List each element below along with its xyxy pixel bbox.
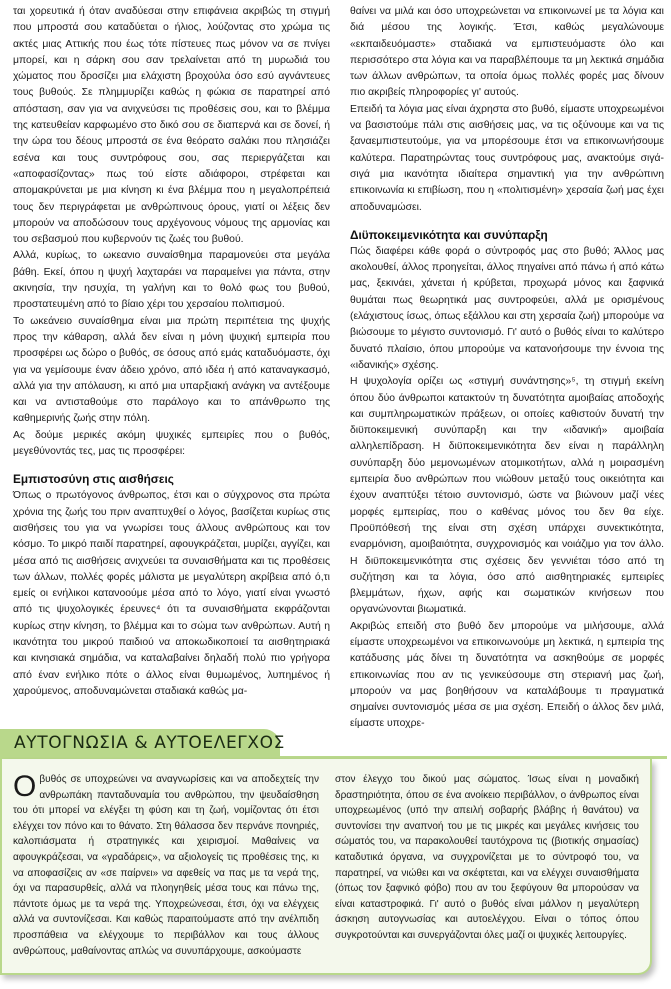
sidebar-title: ΑΥΤΟΓΝΩΣΙΑ & ΑΥΤΟΕΛΕΓΧΟΣ bbox=[14, 733, 285, 753]
paragraph: Ας δούμε μερικές ακόμη ψυχικές εμπειρίες που ο βυθός, μεγεθύνοντάς τες, μας τις προσφέρει: bbox=[13, 429, 330, 458]
paragraph: Όπως ο πρωτόγονος άνθρωπος, έτσι και ο σύγχρονος στα πρώτα χρόνια της ζωής του πριν αναπτυχθεί ο λόγος, βασίζεται κυρίως στις αισθήσεις του για να γνωρίσει τους άλλους ανθρώπους και τον κόσμο. Το μικρό παιδί παρατηρεί, αφουγκράζεται, μυρίζει, αγγίζει, και μέσα από τις αισθήσεις ανιχνεύει τα συναισθήματα και τις προθέσεις των άλλων, πολλές φορές μάλιστα με μεγαλύτερη ακρίβεια από ό,τι εμείς οι ενήλικοι κατανοούμε μέσα από το λόγο, γιατί είναι γνωστό από τις ψυχολογικές έρευνες⁴ ότι τα συναισθήματα εκφράζονται κυρίως στην κίνηση, το βλέμμα και το σώμα των ανθρώπων. Αυτή η ικανότητα του μικρού παιδιού να αποκωδικοποιεί τα αισθητηριακά και κινησιακά σημάδια, να καταλαβαίνει δηλαδή πολύ πιο γρήγορα από έναν ενήλικο πότε ο άλλος είναι θυμωμένος, λυπημένος ή χαρούμενος, αποδυναμώνεται σταδιακά καθώς μα- bbox=[13, 490, 330, 697]
paragraph-text: βυθός σε υποχρεώνει να αναγνωρίσεις και να αποδεχτείς την ανθρωπάκη πανταδυναμία του ανθρώπου, την ψευδαίσθηση του ότι μπορεί να ελέγξει τη φύση και τη ζωή, νομίζοντας ότι έτσι ελέγχει τον πόνο και το θάνατο. Στη θάλασσα δεν περνάνε πονηριές, καλοπιάσματα ή στρατηγικές και χειρισμοί. Μαθαίνεις να αφουγκράζεσαι, να «γραδάρεις», να αξιολογείς τις προθέσεις της, κι να αποφασίζεις αν «σε παίρνει» να αφεθείς να πας με τα νερά της, όχι να παρασυρθείς, αλλά να πλοηγηθείς μέσα τους και πάνω της, πάντοτε όμως με τα νερά της. Υποχρεώνεσαι, έτσι, όχι να ελέγχεις αλλά να συντονίζεσαι. Και καθώς παραιτούμαστε από την ανέλπιδη προσπάθεια να ελέγχουμε το περιβάλλον και τους άλλους ανθρώπους, μαθαίνοντας απλώς να συνυπάρχουμε, ασκούμαστε bbox=[13, 774, 319, 957]
paragraph: στον έλεγχο του δικού μας σώματος. Ίσως είναι η μοναδική δραστηριότητα, όπου σε ένα ανοίκειο περιβάλλον, ο άνθρωπος είναι υποχρεωμένος (υπό την απειλή σοβαρής βλάβης ή θανάτου) να συντονίσει την αναπνοή του με τις μικρές και μεγάλες κινήσεις του σώματός του, να παρακολουθεί ταυτόχρονα τις (βιοτικής σημασίας) καταδυτικά όργανα, να συγχρονίζεται με το σύντροφό του, να παρατηρεί, να νιώθει και να σκέφτεται, και να ελέγχει συναισθήματα (όπως τον ξαφνικό φόβο) που αν του ξεφύγουν θα μπορούσαν να είναι καταστροφικά. Γι' αυτό ο βυθός είναι μάλλον η μεγαλύτερη άσκηση αυτογνωσίας και αυτοελέγχου. Είναι ο τόπος όπου συγκροτούνται και συνεργάζονται όλες μαζί οι ψυχικές λειτουργίες. bbox=[335, 774, 639, 941]
sidebar-right-column bbox=[335, 772, 639, 944]
paragraph: θαίνει να μιλά και όσο υποχρεώνεται να επικοινωνεί με τα λόγια και διά μέσου της λογικής. Έτσι, καθώς μεγαλώνουμε «εκπαιδευόμαστε» σταδιακά να εμπιστευόμαστε όλο και περισσότερο στα λόγια και να παραβλέπουμε τα μη λεκτικά σημάδια των άλλων ανθρώπων, τα οποία όμως πολλές φορές μας δίνουν πιο ακριβείς πληροφορίες γι' αυτούς. bbox=[350, 6, 664, 99]
paragraph: Η ψυχολογία ορίζει ως «στιγμή συνάντησης»⁵, τη στιγμή εκείνη όπου δύο άνθρωποι κατακτούν τη δυνατότητα αμοιβαίας αποδοχής και συμπληρωματικών πράξεων, οι οποίες καθιστούν δυνατή την διϋποκειμενική συνύπαρξη και την «ιδανική» αμοιβαία αλληλεπίδραση. Η διϋποκειμενικότητα δεν είναι η παράλληλη συνύπαρξη δύο μεμονωμένων ατομικοτήτων, αλλά η μοιρασμένη εμπειρία δυο ανθρώπων που νιώθουν μεταξύ τους οικειότητα και έχουν αναπτύξει τέτοιο συντονισμό, ώστε να βιώνουν μαζί νέες μορφές εμπειρίας, που ο καθένας μόνος του δεν θα είχε. Προϋπόθεσή της είναι στη σχέση υπάρχει συνεκτικότητα, εναρμόνιση, αμοιβαιότητα, συγχρονισμός και νοιάζιμο για τον άλλο. Η διϋποκειμενικότητα στις σχέσεις δεν γεννιέται τόσο από τη συζήτηση και τα λόγια, όσο από αισθητηριακές εμπειρίες βλεμμάτων, ήχων, αφής και σωματικών κινήσεων που οργανώνονται βιωματικά. bbox=[350, 376, 664, 616]
paragraph: ται χορευτικά ή όταν αναδύεσαι στην επιφάνεια ακριβώς τη στιγμή που μπροστά σου καταδύεται ο ήλιος, λούζοντας στο χρώμα τις ακτές μιας Αττικής που έως τότε πίστευες πως μόνον να σε πνίγει μπορεί, και η σάρκη σου σαν τρελαίνεται από τη μυρωδιά του χώματος που δροσίζει μια ελάχιστη βροχούλα όσο εσύ αγνάντευες τους βυθούς. Σε πλημμυρίζει καθώς η φώκια σε παρατηρεί από απόσταση, σαν για να ανιχνεύσει τις προθέσεις σου, και το βλέμμα της κατευθείαν καρφωμένο στο δικό σου σε διαπερνά και σε δονεί, ή την ώρα του δέους μπροστά σε ένα θεόρατο σαλάκι που πλησιάζει εσένα και τους συντρόφους σου, σας περιεργάζεται και «αποφασίζοντας» πως τού είστε αδιάφοροι, στρέφεται και απομακρύνεται με μια κίνηση κι ένα βλέμμα που η μεγαλοπρέπειά τους δεν περιγράφεται με ανθρώπινους όρους, γιατί οι λέξεις δεν μπορούν να αποδώσουν τους αρχέγονους νόμους της αρμονίας και του σεβασμού που κυβερνούν τις ζωές του βυθού. bbox=[13, 6, 330, 246]
paragraph: Το ωκεάνειο συναίσθημα είναι μια πρώτη περιπέτεια της ψυχής προς την κάθαρση, αλλά δεν είναι η μόνη ψυχική εμπειρία που προσφέρει ως δώρο ο βυθός, σε όσους από εμάς καταδυόμαστε, όχι για να γεμίσουμε έναν άδειο χρόνο, από ιδέα ή από καταναγκασμό, αλλά για την απόλαυση, κι από μια υπαρξιακή ανάγκη να αντέξουμε και να αντισταθούμε στο παράλογο και το απάνθρωπο της καθημερινής ζωής στην πόλη. bbox=[13, 315, 330, 425]
paragraph: Ακριβώς επειδή στο βυθό δεν μπορούμε να μιλήσουμε, αλλά είμαστε υποχρεωμένοι να επικοινωνούμε μη λεκτικά, η εμπειρία της κατάδυσης μάς δίνει τη δυνατότητα να ασκηθούμε σε μορφές επικοινωνίας που αν τις γενικεύσουμε στη στεριανή μας ζωή, μπορούν να μας βοηθήσουν να καταλάβουμε τι πραγματικά σημαίνει συντονισμός μέσα σε μια σχέση. Επειδή ο άλλος δεν μιλά, είμαστε υποχρε- bbox=[350, 620, 664, 730]
right-column bbox=[350, 4, 664, 733]
drop-cap: Ο bbox=[13, 770, 37, 803]
paragraph: Επειδή τα λόγια μας είναι άχρηστα στο βυθό, είμαστε υποχρεωμένοι να βασιστούμε πάλι στις αισθήσεις μας, να τις οξύνουμε και να τις ξαναεμπιστευτούμε, για να μπορέσουμε έτσι να επικοινωνήσουμε καλύτερα. Παρατηρώντας τους συντρόφους μας, ανακτούμε σιγά-σιγά μια ικανότητα ιδιαίτερα σημαντική για την ανθρώπινη επικοινωνία κι επιβίωση, που η «πολιτισμένη» χερσαία ζωή μας έχει αποδυναμώσει. bbox=[350, 103, 664, 213]
section-heading: Εμπιστοσύνη στις αισθήσεις bbox=[13, 472, 174, 487]
paragraph: Πώς διαφέρει κάθε φορά ο σύντροφός μας στο βυθό; Άλλος μας ακολουθεί, άλλος προηγείται, άλλος πηγαίνει από πάνω ή από κάτω μας, ξεκινάει, χάνεται ή κρύβεται, προχωρά μόνος και ξαφνικά θυμάται πως θεωρητικά μας συντροφεύει, αλλά με ορισμένους (ελάχιστους ίσως, όπως εξάλλου και στη χερσαία ζωή) μπορούμε να βιώσουμε το μέγιστο συντονισμό. Γι' αυτό ο βυθός είναι το καλύτερο δυνατό πλαίσιο, όπου μπορούμε να κατανοήσουμε την έννοια της «ιδανικής» σχέσης. bbox=[350, 245, 664, 371]
sidebar-left-column bbox=[13, 772, 319, 959]
paragraph bbox=[13, 772, 319, 959]
left-column bbox=[13, 4, 330, 700]
paragraph: Αλλά, κυρίως, το ωκεανιο συναίσθημα παραμονεύει στα μεγάλα βάθη. Εκεί, όπου η ψυχή λαχταράει να παραμείνει για πάντα, στην ακινησία, την ησυχία, τη γαλήνη και το θολό φως του βυθού, προστατευμένη από το βίαιο χέρι του χερσαίου πολιτισμού. bbox=[13, 250, 330, 311]
section-heading: Διϋποκειμενικότητα και συνύπαρξη bbox=[350, 227, 548, 242]
